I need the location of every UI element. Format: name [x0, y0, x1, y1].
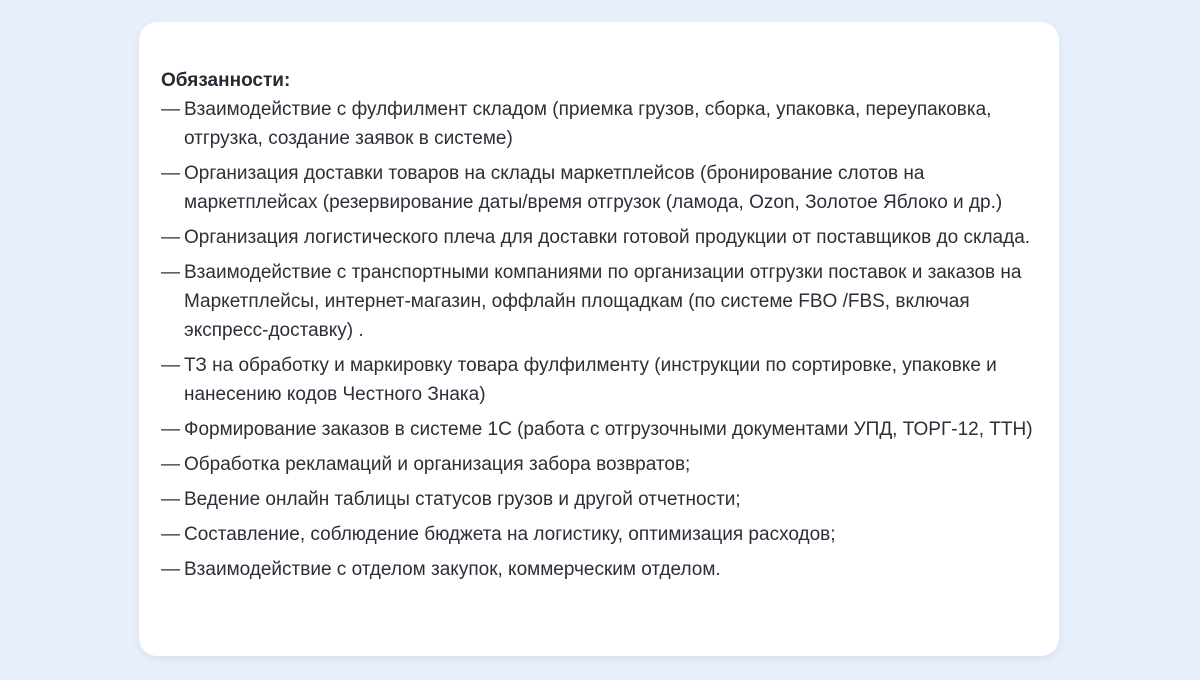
dash-bullet: —	[161, 227, 180, 248]
list-item-text: Взаимодействие с транспортными компаниями по организации отгрузки поставок и заказов на Маркетплейсы, интернет-магазин, оффлайн площадкам (по системе FBO /FBS, включая экспресс-доставку) .	[184, 262, 1022, 341]
list-item	[161, 95, 1035, 153]
list-item	[161, 485, 1035, 514]
dash-bullet: —	[161, 419, 180, 440]
dash-bullet: —	[161, 524, 180, 545]
dash-bullet: —	[161, 99, 180, 120]
list-item-text: Взаимодействие с отделом закупок, коммерческим отделом.	[184, 559, 721, 580]
list-item	[161, 351, 1035, 409]
list-item-text: Формирование заказов в системе 1С (работа с отгрузочными документами УПД, ТОРГ-12, ТТН)	[184, 419, 1033, 440]
list-item	[161, 415, 1035, 444]
list-item	[161, 258, 1035, 345]
list-item-text: Обработка рекламаций и организация забора возвратов;	[184, 454, 691, 475]
list-item-text: Организация доставки товаров на склады маркетплейсов (бронирование слотов на маркетплейсах (резервирование даты/время отгрузок (ламода, Ozon, Золотое Яблоко и др.)	[184, 163, 1003, 213]
dash-bullet: —	[161, 489, 180, 510]
duties-title: Обязанности:	[161, 70, 291, 91]
duties-list	[161, 95, 1035, 584]
list-item-text: Составление, соблюдение бюджета на логистику, оптимизация расходов;	[184, 524, 836, 545]
list-item	[161, 223, 1035, 252]
list-item	[161, 555, 1035, 584]
list-item	[161, 159, 1035, 217]
list-item	[161, 450, 1035, 479]
list-item-text: Организация логистического плеча для доставки готовой продукции от поставщиков до склада.	[184, 227, 1031, 248]
list-item-text: ТЗ на обработку и маркировку товара фулфилменту (инструкции по сортировке, упаковке и нанесению кодов Честного Знака)	[184, 355, 997, 405]
list-item-text: Взаимодействие с фулфилмент складом (приемка грузов, сборка, упаковка, переупаковка, отгрузка, создание заявок в системе)	[184, 99, 992, 149]
dash-bullet: —	[161, 262, 180, 283]
duties-card	[139, 22, 1059, 656]
dash-bullet: —	[161, 355, 180, 376]
list-item-text: Ведение онлайн таблицы статусов грузов и другой отчетности;	[184, 489, 741, 510]
dash-bullet: —	[161, 454, 180, 475]
dash-bullet: —	[161, 559, 180, 580]
dash-bullet: —	[161, 163, 180, 184]
list-item	[161, 520, 1035, 549]
